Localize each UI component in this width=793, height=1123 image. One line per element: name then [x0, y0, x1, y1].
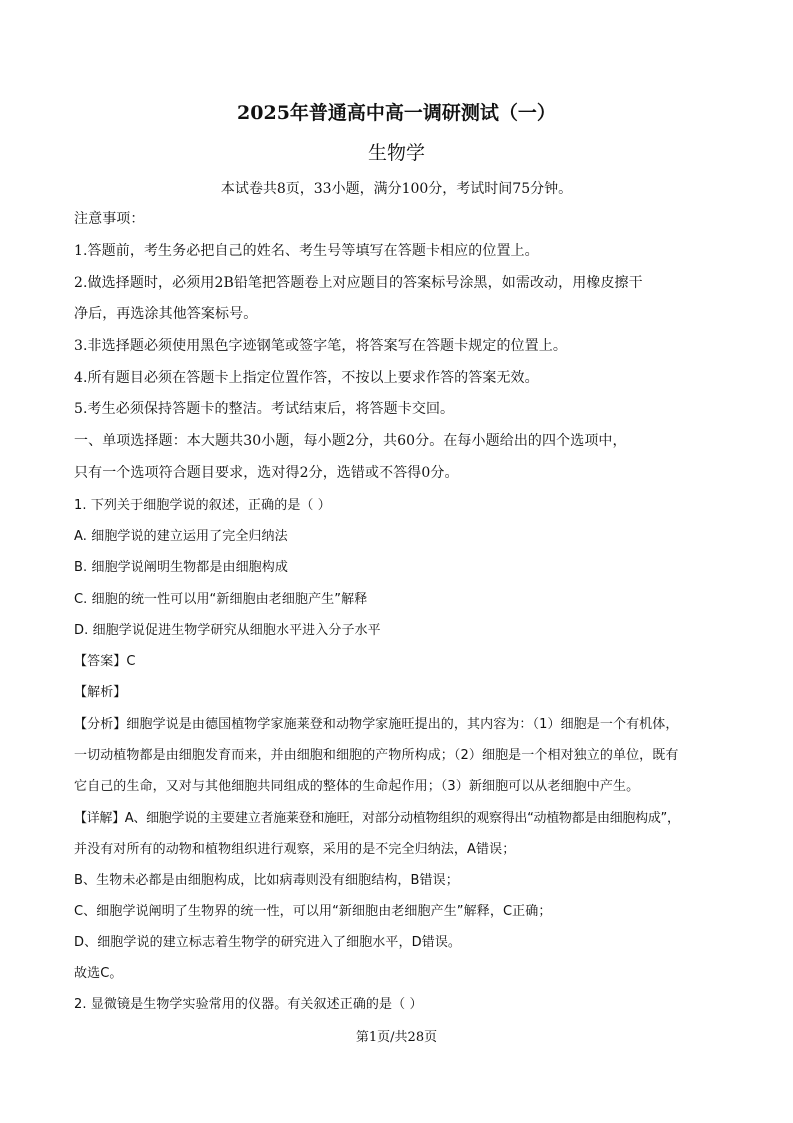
- detail-line-1: 【详解】A、细胞学说的主要建立者施莱登和施旺，对部分动植物组织的观察得出“动植物都是由细胞构成”，: [74, 811, 680, 826]
- question-2-stem: 2. 显微镜是生物学实验常用的仪器。有关叙述正确的是（ ）: [74, 997, 423, 1012]
- question-1-stem: 1. 下列关于细胞学说的叙述，正确的是（ ）: [74, 498, 331, 513]
- detail-line-3: B、生物未必都是由细胞构成，比如病毒则没有细胞结构，B错误；: [74, 873, 459, 888]
- page-footer: 第1页/共28页: [355, 1030, 438, 1045]
- exam-title: 2025年普通高中高一调研测试（一）: [237, 102, 556, 124]
- detail-line-4: C、细胞学说阐明了生物界的统一性，可以用“新细胞由老细胞产生”解释，C正确；: [74, 904, 552, 919]
- question-1-answer: 【答案】C: [74, 654, 136, 669]
- question-1-option-a: A. 细胞学说的建立运用了完全归纳法: [74, 529, 288, 544]
- question-1-option-d: D. 细胞学说促进生物学研究从细胞水平进入分子水平: [74, 623, 381, 638]
- exam-info: 本试卷共8页，33小题，满分100分，考试时间75分钟。: [220, 181, 573, 197]
- detail-line-2: 并没有对所有的动物和植物组织进行观察，采用的是不完全归纳法，A错误；: [74, 842, 516, 857]
- note-item-3: 3.非选择题必须使用黑色字迹钢笔或签字笔，将答案写在答题卡规定的位置上。: [74, 338, 567, 354]
- question-1-option-b: B. 细胞学说阐明生物都是由细胞构成: [74, 560, 288, 575]
- detail-conclusion: 故选C。: [74, 966, 123, 981]
- analysis-line-3: 它自己的生命，又对与其他细胞共同组成的整体的生命起作用；（3）新细胞可以从老细胞中产生。: [74, 779, 640, 794]
- notes-heading: 注意事项：: [74, 211, 145, 227]
- note-item-2-cont: 净后，再选涂其他答案标号。: [74, 306, 258, 322]
- detail-line-5: D、细胞学说的建立标志着生物学的研究进入了细胞水平，D错误。: [74, 935, 462, 950]
- question-1-analysis-heading: 【解析】: [74, 685, 127, 700]
- section-intro-line-1: 一、单项选择题：本大题共30小题，每小题2分，共60分。在每小题给出的四个选项中，: [74, 433, 627, 449]
- question-1-option-c: C. 细胞的统一性可以用“新细胞由老细胞产生”解释: [74, 592, 368, 607]
- section-intro-line-2: 只有一个选项符合题目要求，选对得2分，选错或不答得0分。: [74, 465, 459, 481]
- analysis-line-2: 一切动植物都是由细胞发育而来，并由细胞和细胞的产物所构成；（2）细胞是一个相对独立的单位，既有: [74, 748, 679, 763]
- analysis-line-1: 【分析】细胞学说是由德国植物学家施莱登和动物学家施旺提出的，其内容为：（1）细胞是一个有机体，: [74, 717, 679, 732]
- note-item-4: 4.所有题目必须在答题卡上指定位置作答，不按以上要求作答的答案无效。: [74, 370, 539, 386]
- subject-title: 生物学: [367, 142, 425, 164]
- note-item-1: 1.答题前，考生务必把自己的姓名、考生号等填写在答题卡相应的位置上。: [74, 243, 539, 259]
- note-item-2: 2.做选择题时，必须用2B铅笔把答题卷上对应题目的答案标号涂黑，如需改动，用橡皮擦干: [74, 275, 643, 291]
- note-item-5: 5.考生必须保持答题卡的整洁。考试结束后，将答题卡交回。: [74, 401, 455, 417]
